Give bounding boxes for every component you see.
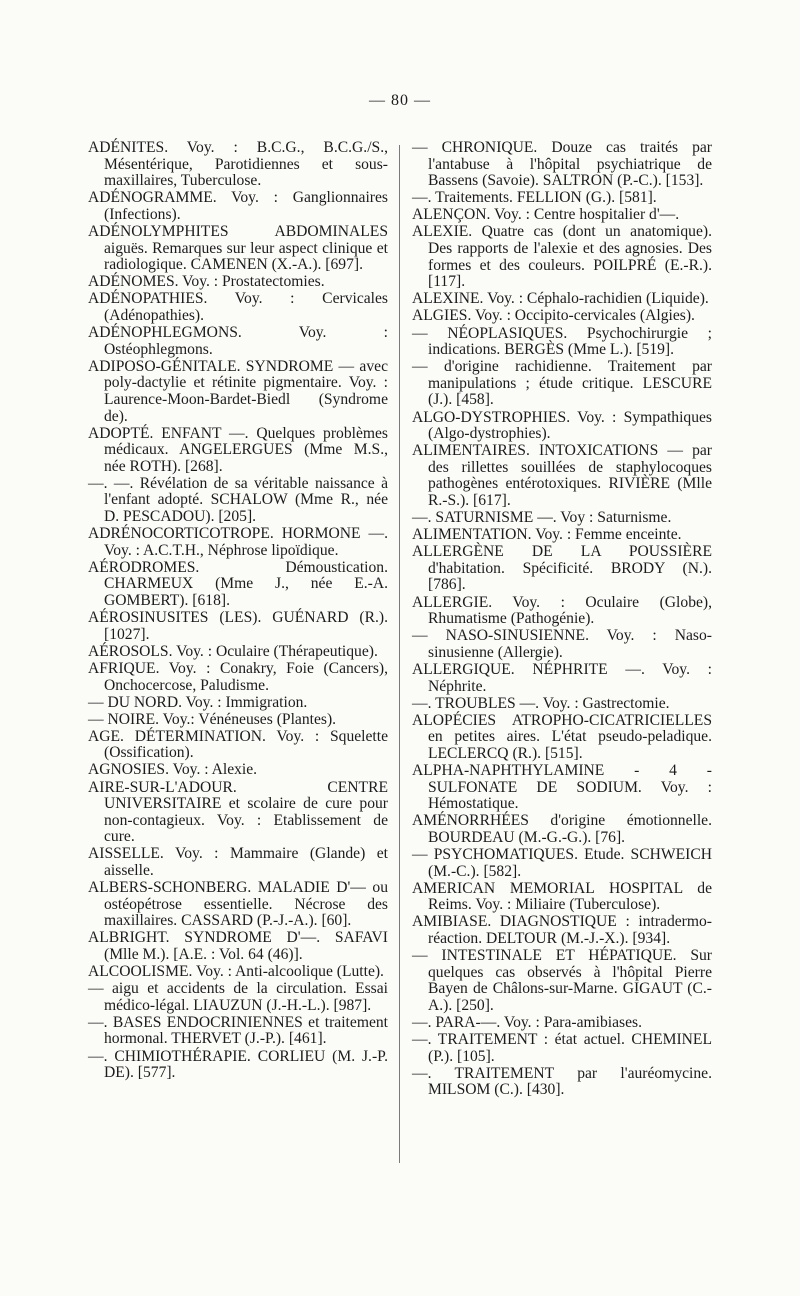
index-entry: ALIMENTAIRES. INTOXICATIONS — par des rillettes souillées de staphylocoques pathogènes entérotoxiques. RIVIÈRE (Mlle R.-S.). [617]. bbox=[412, 442, 712, 509]
index-entry: —. TROUBLES —. Voy. : Gastrectomie. bbox=[412, 694, 670, 712]
index-entry: —. PARA-—. Voy. : Para-amibiases. bbox=[412, 1013, 643, 1031]
index-entry: ALBERS-SCHONBERG. MALADIE D'— ou ostéopétrose essentielle. Nécrose des maxillaires. CASSARD (P.-J.-A.). [60]. bbox=[88, 879, 388, 930]
index-entry: ALLERGIQUE. NÉPHRITE —. Voy. : Néphrite. bbox=[412, 660, 712, 695]
index-entry: ALCOOLISME. Voy. : Anti-alcoolique (Lutte). bbox=[88, 963, 384, 981]
index-entry: —. CHIMIOTHÉRAPIE. CORLIEU (M. J.-P. DE). [577]. bbox=[88, 1047, 388, 1082]
index-entry: ADÉNOMES. Voy. : Prostatectomies. bbox=[88, 273, 325, 291]
index-entry: AMÉNORRHÉES d'origine émotionnelle. BOURDEAU (M.-G.-G.). [76]. bbox=[412, 812, 712, 846]
index-entry: ALPHA-NAPHTHYLAMINE - 4 - SULFONATE DE SODIUM. Voy. : Hémostatique. bbox=[412, 761, 712, 813]
index-entry: AMERICAN MEMORIAL HOSPITAL de Reims. Voy. : Miliaire (Tuberculose). bbox=[412, 879, 712, 914]
index-entry: — NASO-SINUSIENNE. Voy. : Naso-sinusienne (Allergie). bbox=[412, 627, 712, 661]
index-entry: — INTESTINALE ET HÉPATIQUE. Sur quelques cas observés à l'hôpital Pierre Bayen de Châlons-sur-Marne. GIGAUT (C.-A.). [250]. bbox=[412, 947, 712, 1014]
index-entry: —. SATURNISME —. Voy : Saturnisme. bbox=[412, 509, 672, 527]
index-entry: ADÉNOPATHIES. Voy. : Cervicales (Adénopathies). bbox=[88, 290, 388, 324]
index-entry: ALLERGIE. Voy. : Oculaire (Globe), Rhumatisme (Pathogénie). bbox=[412, 593, 712, 628]
page-number: — 80 — bbox=[369, 92, 431, 109]
index-entry: — DU NORD. Voy. : Immigration. bbox=[88, 693, 308, 711]
index-entry: AGNOSIES. Voy. : Alexie. bbox=[88, 761, 258, 779]
index-entry: AÉRODROMES. Démoustication. CHARMEUX (Mme J., née E.-A. GOMBERT). [618]. bbox=[88, 558, 388, 610]
index-column-right bbox=[412, 140, 712, 1099]
index-entry: —. BASES ENDOCRINIENNES et traitement hormonal. THERVET (J.-P.). [461]. bbox=[88, 1013, 388, 1048]
index-entry: ALBRIGHT. SYNDROME D'—. SAFAVI (Mlle M.). [A.E. : Vol. 64 (46)]. bbox=[88, 929, 388, 963]
index-entry: ADOPTÉ. ENFANT —. Quelques problèmes médicaux. ANGELERGUES (Mme M.S., née ROTH). [268]. bbox=[88, 424, 388, 475]
index-entry: ALENÇON. Voy. : Centre hospitalier d'—. bbox=[412, 206, 680, 224]
index-entry: AÉROSOLS. Voy. : Oculaire (Thérapeutique). bbox=[88, 642, 378, 660]
index-entry: ALGIES. Voy. : Occipito-cervicales (Algies). bbox=[412, 307, 695, 325]
index-entry: — PSYCHOMATIQUES. Etude. SCHWEICH (M.-C.). [582]. bbox=[412, 845, 712, 880]
index-entry: —. —. Révélation de sa véritable naissance à l'enfant adopté. SCHALOW (Mme R., née D. PESCADOU). [205]. bbox=[88, 474, 388, 526]
index-entry: ALGO-DYSTROPHIES. Voy. : Sympathiques (Algo-dystrophies). bbox=[412, 408, 712, 443]
index-entry: ADIPOSO-GÉNITALE. SYNDROME — avec poly-dactylie et rétinite pigmentaire. Voy. : Laurence-Moon-Bardet-Biedl (Syndrome de). bbox=[88, 357, 388, 425]
index-entry: ALOPÉCIES ATROPHO-CICATRICIELLES en petites aires. L'état pseudo-peladique. LECLERCQ (R.). [515]. bbox=[412, 711, 712, 762]
index-entry: ADÉNITES. Voy. : B.C.G., B.C.G./S., Mésentérique, Parotidiennes et sous-maxillaires, Tuberculose. bbox=[88, 139, 388, 190]
index-entry: AISSELLE. Voy. : Mammaire (Glande) et aisselle. bbox=[88, 845, 388, 880]
index-entry: ALIMENTATION. Voy. : Femme enceinte. bbox=[412, 526, 682, 544]
column-divider bbox=[399, 145, 400, 1163]
index-entry: — CHRONIQUE. Douze cas traités par l'antabuse à l'hôpital psychiatrique de Bassens (Savoie). SALTRON (P.-C.). [153]. bbox=[412, 139, 712, 190]
index-entry: ALEXIE. Quatre cas (dont un anatomique). Des rapports de l'alexie et des agnosies. Des formes et des couleurs. POILPRÉ (E.-R.). [117]. bbox=[412, 223, 712, 291]
index-entry: AFRIQUE. Voy. : Conakry, Foie (Cancers), Onchocercose, Paludisme. bbox=[88, 659, 388, 694]
index-entry: — aigu et accidents de la circulation. Essai médico-légal. LIAUZUN (J.-H.-L.). [987]. bbox=[88, 980, 388, 1014]
index-entry: AÉROSINUSITES (LES). GUÉNARD (R.). [1027]. bbox=[88, 609, 388, 643]
index-entry: — d'origine rachidienne. Traitement par manipulations ; étude critique. LESCURE (J.). [458]. bbox=[412, 358, 712, 409]
index-entry: AGE. DÉTERMINATION. Voy. : Squelette (Ossification). bbox=[88, 727, 388, 762]
index-entry: — NÉOPLASIQUES. Psychochirurgie ; indications. BERGÈS (Mme L.). [519]. bbox=[412, 324, 712, 359]
index-entry: —. Traitements. FELLION (G.). [581]. bbox=[412, 189, 657, 207]
index-entry: — NOIRE. Voy.: Vénéneuses (Plantes). bbox=[88, 710, 337, 728]
index-entry: ADÉNOLYMPHITES ABDOMINALES aiguës. Remarques sur leur aspect clinique et radiologique. CAMENEN (X.-A.). [697]. bbox=[88, 222, 388, 274]
index-entry: ADÉNOPHLEGMONS. Voy. : Ostéophlegmons. bbox=[88, 324, 388, 358]
index-entry: AIRE-SUR-L'ADOUR. CENTRE UNIVERSITAIRE et scolaire de cure pour non-contagieux. Voy. : Etablissement de cure. bbox=[88, 778, 388, 846]
index-entry: ALEXINE. Voy. : Céphalo-rachidien (Liquide). bbox=[412, 290, 709, 308]
index-entry: ADRÉNOCORTICOTROPE. HORMONE —. Voy. : A.C.T.H., Néphrose lipoïdique. bbox=[88, 525, 388, 559]
index-entry: ADÉNOGRAMME. Voy. : Ganglionnaires (Infections). bbox=[88, 189, 388, 223]
index-entry: —. TRAITEMENT : état actuel. CHEMINEL (P.). [105]. bbox=[412, 1030, 712, 1065]
index-entry: ALLERGÈNE DE LA POUSSIÈRE d'habitation. Spécificité. BRODY (N.). [786]. bbox=[412, 543, 712, 594]
index-entry: —. TRAITEMENT par l'auréomycine. MILSOM (C.). [430]. bbox=[412, 1064, 712, 1099]
index-entry: AMIBIASE. DIAGNOSTIQUE : intradermo-réaction. DELTOUR (M.-J.-X.). [934]. bbox=[412, 913, 712, 947]
index-column-left bbox=[88, 140, 388, 1082]
